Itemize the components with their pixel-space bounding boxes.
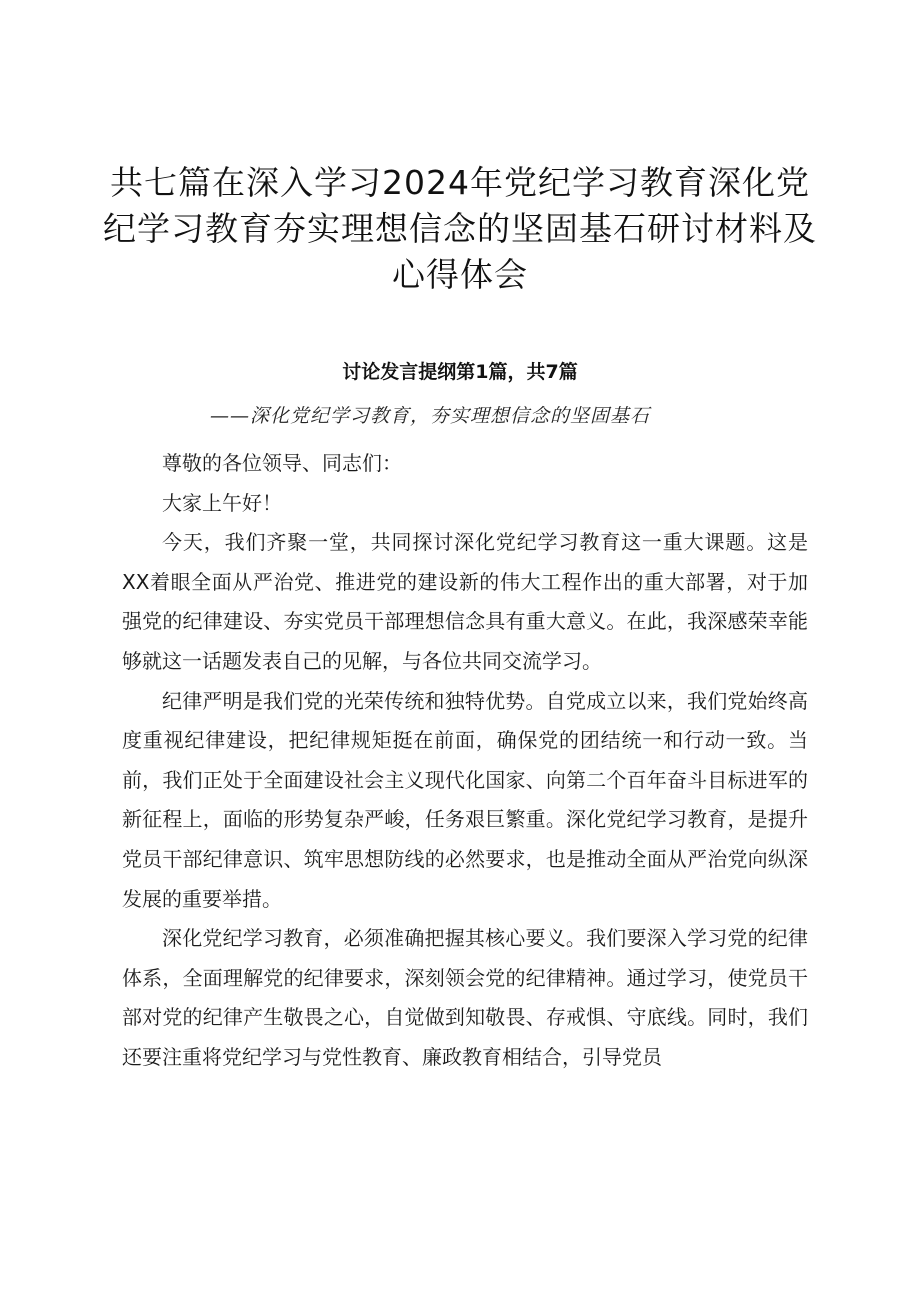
section-heading: 讨论发言提纲第1篇，共7篇	[342, 361, 578, 383]
body-paragraph: 今天，我们齐聚一堂，共同探讨深化党纪学习教育这一重大课题。这是XX着眼全面从严治党、推进党的建设新的伟大工程作出的重大部署，对于加强党的纪律建设、夯实党员干部理想信念具有重大意义。在此，我深感荣幸能够就这一话题发表自己的见解，与各位共同交流学习。	[122, 530, 808, 673]
document-subtitle: ——深化党纪学习教育，夯实理想信念的坚固基石	[210, 405, 651, 427]
body-paragraph: 深化党纪学习教育，必须准确把握其核心要义。我们要深入学习党的纪律体系，全面理解党的纪律要求，深刻领会党的纪律精神。通过学习，使党员干部对党的纪律产生敬畏之心，自觉做到知敬畏、存戒惧、守底线。同时，我们还要注重将党纪学习与党性教育、廉政教育相结合，引导党员	[122, 926, 808, 1069]
salutation-paragraph: 尊敬的各位领导、同志们：	[162, 451, 402, 475]
document-title: 共七篇在深入学习2024年党纪学习教育深化党纪学习教育夯实理想信念的坚固基石研讨材料及心得体会	[103, 163, 817, 294]
greeting-paragraph: 大家上午好！	[162, 490, 282, 515]
document-body	[122, 444, 808, 1078]
body-paragraph: 纪律严明是我们党的光荣传统和独特优势。自党成立以来，我们党始终高度重视纪律建设，把纪律规矩挺在前面，确保党的团结统一和行动一致。当前，我们正处于全面建设社会主义现代化国家、向第二个百年奋斗目标进军的新征程上，面临的形势复杂严峻，任务艰巨繁重。深化党纪学习教育，是提升党员干部纪律意识、筑牢思想防线的必然要求，也是推动全面从严治党向纵深发展的重要举措。	[122, 688, 808, 911]
